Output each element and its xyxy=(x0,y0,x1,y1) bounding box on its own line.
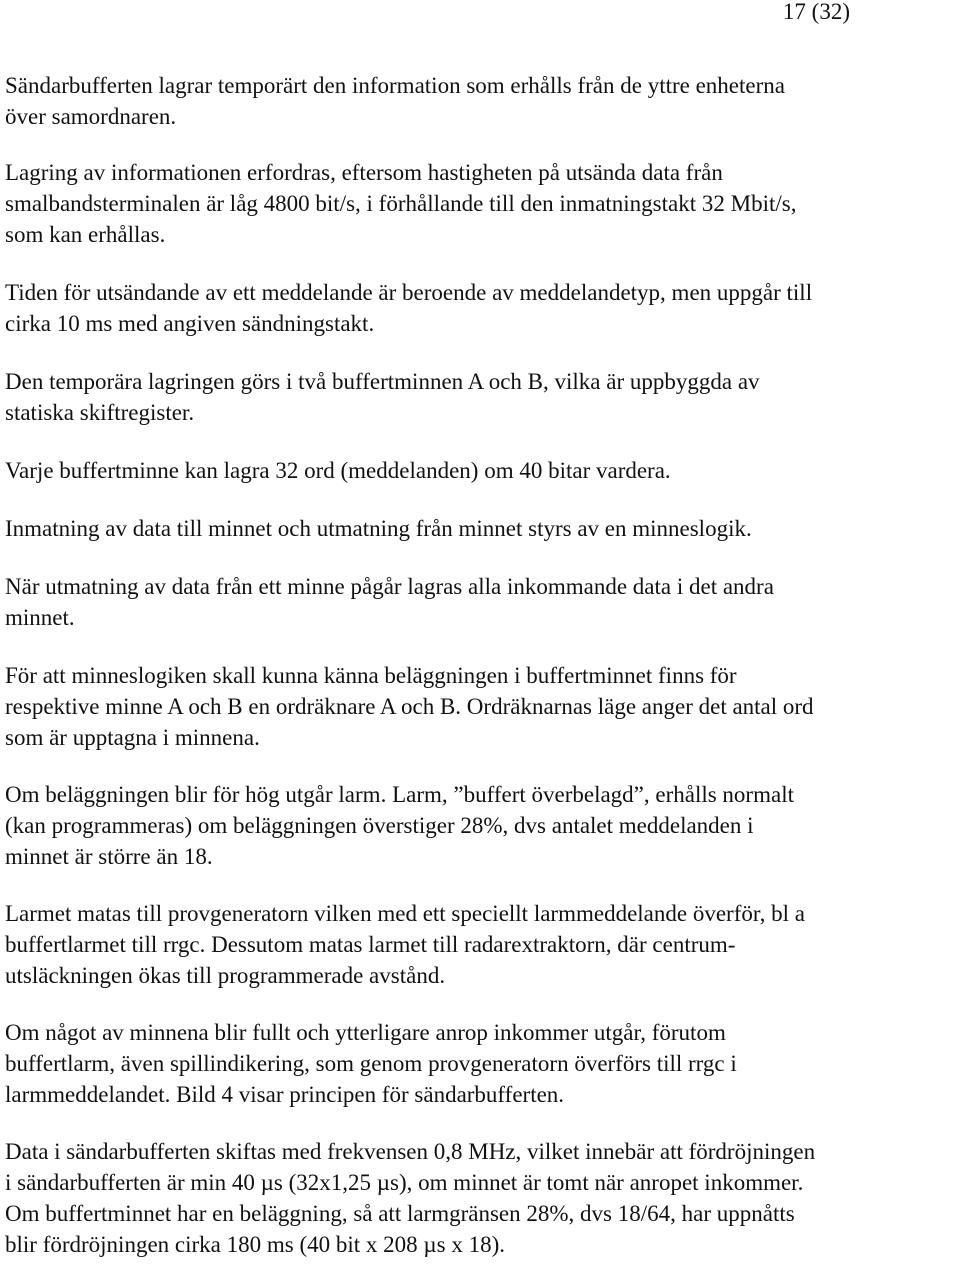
document-body xyxy=(5,70,960,1260)
paragraph: Den temporära lagringen görs i två buffertminnen A och B, vilka är uppbyggda av statiska skiftregister. xyxy=(5,369,760,425)
paragraph: Tiden för utsändande av ett meddelande är beroende av meddelandetyp, men uppgår till cirka 10 ms med angiven sändningstakt. xyxy=(5,280,813,336)
paragraph: Data i sändarbufferten skiftas med frekvensen 0,8 MHz, vilket innebär att fördröjningen i sändarbufferten är min 40 µs (32x1,25 µs), om minnet är tomt när anropet inkommer. Om buffertminnet har en beläggning, så att larmgränsen 28%, dvs 18/64, har uppnåtts blir fördröjningen cirka 180 ms (40 bit x 208 µs x 18). xyxy=(5,1139,816,1257)
paragraph: För att minneslogiken skall kunna känna beläggningen i buffertminnet finns för respektive minne A och B en ordräknare A och B. Ordräknarnas läge anger det antal ord som är upptagna i minnena. xyxy=(5,663,814,750)
paragraph: Varje buffertminne kan lagra 32 ord (meddelanden) om 40 bitar vardera. xyxy=(5,458,671,483)
paragraph: Inmatning av data till minnet och utmatning från minnet styrs av en minneslogik. xyxy=(5,516,752,541)
paragraph: Om något av minnena blir fullt och ytterligare anrop inkommer utgår, förutom buffertlarm, även spillindikering, som genom provgeneratorn överförs till rrgc i larmmeddelandet. Bild 4 visar principen för sändarbufferten. xyxy=(5,1020,737,1107)
paragraph: Larmet matas till provgeneratorn vilken med ett speciellt larmmeddelande överför, bl a buffertlarmet till rrgc. Dessutom matas larmet till radarextraktorn, där centrum- utsläckningen ökas till programmerade avstånd. xyxy=(5,901,805,988)
page-number: 17 (32) xyxy=(782,0,850,24)
paragraph: Sändarbufferten lagrar temporärt den information som erhålls från de yttre enheterna över samordnaren. xyxy=(5,73,785,129)
paragraph: Om beläggningen blir för hög utgår larm. Larm, ”buffert överbelagd”, erhålls normalt (kan programmeras) om beläggningen överstiger 28%, dvs antalet meddelanden i minnet är större än 18. xyxy=(5,782,794,869)
paragraph: Lagring av informationen erfordras, eftersom hastigheten på utsända data från smalbandsterminalen är låg 4800 bit/s, i förhållande till den inmatningstakt 32 Mbit/s, som kan erhållas. xyxy=(5,160,797,247)
paragraph: När utmatning av data från ett minne pågår lagras alla inkommande data i det andra minnet. xyxy=(5,574,774,630)
